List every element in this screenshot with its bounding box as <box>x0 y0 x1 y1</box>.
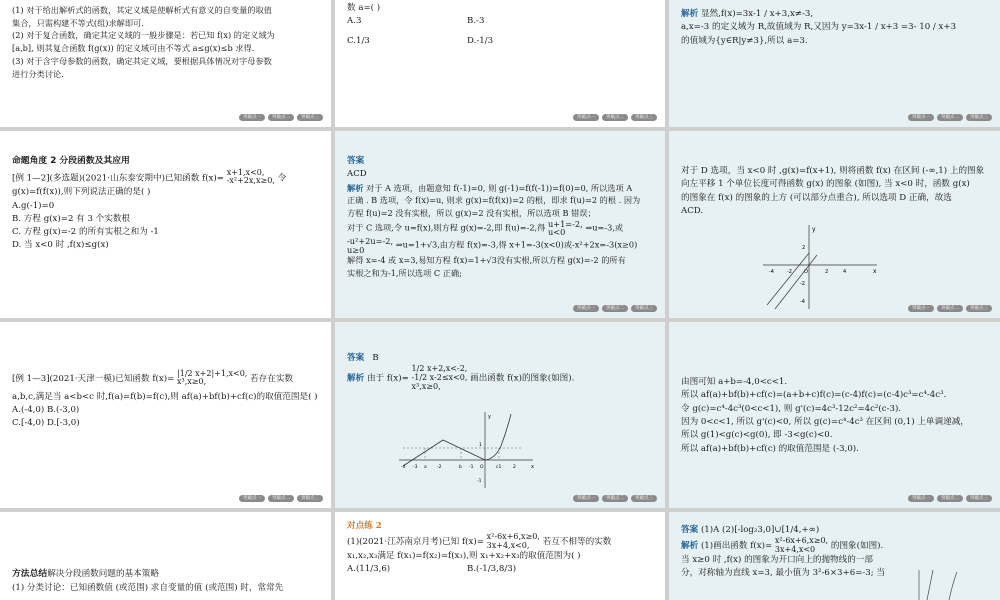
nav-button-3[interactable]: 突破点三 <box>631 305 657 312</box>
x-tick-label: -1 <box>469 465 474 470</box>
text-span: 若互不相等的实数 <box>542 537 612 548</box>
slide-nav <box>573 114 657 121</box>
option-row: A.(-4,0) B.(-3,0) <box>12 405 80 416</box>
answer-line <box>681 524 990 537</box>
problem-line: a,b,c,满足当 a<b<c 时,f(a)=f(b)=f(c),则 af(a)+bf(b)+cf(c)的取值范围是( ) <box>12 391 318 402</box>
option-row <box>347 15 655 28</box>
text-line: (2) 对于复合函数，确定其定义域的一般步骤是：若已知 f(x) 的定义域为 <box>12 30 275 41</box>
solution-text <box>347 352 655 392</box>
x-tick-label: 2 <box>513 465 516 470</box>
nav-button-3[interactable]: 突破点三 <box>297 114 323 121</box>
solution-line: 向左平移 1 个单位长度可得函数 g(x) 的图象 (如图), 当 x<0 时，函数 g(x) <box>681 179 970 190</box>
nav-button-2[interactable]: 突破点二 <box>602 495 628 502</box>
x-tick-label: O <box>804 269 808 275</box>
nav-button-2[interactable]: 突破点二 <box>602 114 628 121</box>
example-1-2 <box>12 155 321 253</box>
example-1-3 <box>12 370 321 431</box>
summary-heading <box>12 568 321 582</box>
nav-button-3[interactable]: 突破点三 <box>631 495 657 502</box>
piece-line: |1/2 x+2|+1,x<0, <box>177 369 248 378</box>
slide-panel-9 <box>669 322 1000 508</box>
solution-line: ACD. <box>681 205 704 216</box>
nav-button-1[interactable]: 突破点一 <box>239 114 265 121</box>
slide-panel-10 <box>0 512 331 600</box>
graph-line-f <box>767 253 809 305</box>
piecewise <box>548 220 583 237</box>
solution-line: 对于 D 选项，当 x<0 时 ,g(x)=f(x+1), 则将函数 f(x) 在区间 (-∞,1) 上的图象 <box>681 166 985 176</box>
text-span: ⇒u=-3,或 <box>585 222 624 233</box>
slide-nav <box>573 305 657 312</box>
solution-line <box>347 365 655 391</box>
piecewise <box>487 533 540 550</box>
y-tick-label: 2 <box>802 245 806 251</box>
nav-button-2[interactable]: 突破点二 <box>268 114 294 121</box>
x-tick-label: -3 <box>413 465 418 470</box>
text-span: ⇒u=1+√3,由方程 f(x)=-3,得 x+1=-3(x<0)或-x²+2x=-3(x≥0) <box>395 239 638 250</box>
heading-text: 解决分段函数问题的基本策略 <box>47 569 159 579</box>
text-span: 对于 A 选项，由题意知 f(-1)=0, 则 g(-1)=f(f(-1))=f(0)=0, 所以选项 A <box>366 182 633 193</box>
slide-nav <box>908 495 992 502</box>
text-span: 对于 C 选项,令 u=f(x),则方程 g(x)=-2,即 f(u)=-2,得 <box>347 222 546 233</box>
x-axis-label: x <box>873 268 877 275</box>
solution-line <box>347 237 655 254</box>
slide-panel-8 <box>335 322 665 508</box>
x-tick-label: O <box>480 465 484 470</box>
text-line: 进行分类讨论. <box>12 68 64 79</box>
solution-line: 所以 af(a)+bf(b)+cf(c)=(a+b+c)f(c)=(c-4)f(c)=(c-4)c³=c⁴-4c³. <box>681 390 947 401</box>
y-axis-label: y <box>812 226 816 233</box>
nav-button-2[interactable]: 突破点二 <box>937 114 963 121</box>
solution-line: 的图象在 f(x) 的图象的上方 (可以部分点重合), 所以选项 D 正确，故选 <box>681 192 952 203</box>
answer-label: 答案 <box>347 156 365 166</box>
slide-panel-4 <box>0 131 331 318</box>
piece-line: 1/2 x+2,x<-2, <box>411 364 468 374</box>
solution-line <box>347 220 655 237</box>
piecewise <box>177 370 247 387</box>
piecewise <box>347 237 393 254</box>
function-graph <box>397 410 537 490</box>
answer-value: B <box>372 353 379 363</box>
solution-line: 实根之和为-1,所以选项 C 正确; <box>347 267 462 278</box>
text-span: 的图象(如图). <box>830 541 884 552</box>
piece-line: x³,x≥0, <box>411 381 441 391</box>
text-span: 由于 f(x)= <box>366 374 409 385</box>
answer-label: 答案 <box>347 353 365 363</box>
solution-line: 方程 f(u)=2 没有实根，所以 g(x)=2 没有实根，所以选项 B 错误； <box>347 208 596 219</box>
option-d: D. 当 x<0 时 ,f(x)≤g(x) <box>12 240 109 251</box>
piece-line: -x²+2x,x≥0, <box>226 176 275 186</box>
piecewise <box>227 169 275 187</box>
text-span: (1)画出函数 f(x)= <box>700 541 773 552</box>
fraction: 10 / x+3 <box>919 22 957 33</box>
x-tick-label: -2 <box>787 269 792 275</box>
answer-value: ACD <box>347 169 367 180</box>
text-span: ,x≠-3, <box>787 9 814 19</box>
nav-button-3[interactable]: 突破点三 <box>631 114 657 121</box>
piece-line: x²-6x+6,x≥0, <box>774 536 829 546</box>
piece-line: a,x=-3 <box>681 22 710 33</box>
text-span: 若存在实数 <box>250 373 294 384</box>
problem-line <box>347 533 655 550</box>
piece-line: x³,x≥0, <box>177 377 207 387</box>
slide-panel-11 <box>335 512 665 600</box>
piece-line: u<0 <box>547 227 566 238</box>
y-tick-label: -2 <box>800 281 805 287</box>
piece-line: u+1=-2, <box>547 218 583 229</box>
piece-line: x+1,x<0, <box>226 167 265 177</box>
graph-line-g <box>775 255 817 309</box>
fraction: 3x-1 / x+3 <box>742 9 788 19</box>
question-line: 数 a=( ) <box>347 3 381 13</box>
text-span: 显然,f(x)= <box>700 9 743 19</box>
solution-text <box>681 376 990 456</box>
nav-button-3[interactable]: 突破点三 <box>966 495 992 502</box>
x-tick-label: 2 <box>825 269 829 275</box>
nav-button-1[interactable]: 突破点一 <box>908 495 934 502</box>
solution-line: 解得 x=-4 或 x=3,易知方程 f(x)=1+√3没有实根,所以方程 g(x)=-2 的所有 <box>347 255 626 266</box>
nav-button-2[interactable]: 突破点二 <box>268 495 294 502</box>
solution-line <box>681 21 990 34</box>
solution-line: 的值域为{y∈R|y≠3},所以 a=3. <box>681 35 808 46</box>
nav-button-2[interactable]: 突破点二 <box>937 305 963 312</box>
piecewise <box>412 365 468 391</box>
x-tick-label: -2 <box>437 465 442 470</box>
graph-curve <box>949 572 957 600</box>
answer-label: 答案 <box>681 525 699 535</box>
slide-panel-2 <box>335 0 665 127</box>
text-line: (1) 对于给出解析式的函数，其定义域是使解析式有意义的自变量的取值 <box>12 5 272 15</box>
piece-line: u≥0 <box>347 244 365 255</box>
slide-nav <box>573 495 657 502</box>
option-c: C. 方程 g(x)=-2 的所有实根之和为 -1 <box>12 227 159 238</box>
text-span: 的定义域为 R,故值域为 R,又因为 y= <box>712 22 854 33</box>
x-tick-label: a <box>424 465 427 470</box>
function-graph <box>761 223 881 313</box>
option-a: A.(11/3,6) <box>347 564 391 575</box>
problem-line <box>12 370 321 387</box>
x-axis-label: x <box>531 464 534 470</box>
option-b: B. 方程 g(x)=2 有 3 个实数根 <box>12 213 131 224</box>
method-summary <box>12 568 321 595</box>
solution-line: 令 g(c)=c⁴-4c³(0<c<1), 则 g'(c)=4c³-12c²=4c²(c-3). <box>681 403 902 414</box>
analysis-label: 解析 <box>347 374 365 385</box>
analysis-label: 解析 <box>681 541 699 552</box>
slide-panel-1 <box>0 0 331 127</box>
text-span: (1)(2021·江苏南京月考)已知 f(x)= <box>347 537 484 548</box>
nav-button-2[interactable]: 突破点二 <box>937 495 963 502</box>
option-a: A.3 <box>347 16 362 27</box>
x-tick-label: c1 <box>496 465 502 470</box>
nav-button-1[interactable]: 突破点一 <box>239 495 265 502</box>
y-tick-label: -4 <box>800 299 805 305</box>
y-tick-label: 1 <box>479 443 482 448</box>
text-span: [例 1—3](2021·天津一模)已知函数 f(x)= <box>12 373 175 384</box>
slide-nav <box>908 305 992 312</box>
piecewise <box>775 537 828 554</box>
analysis-label: 解析 <box>347 182 364 193</box>
answer-line <box>347 352 655 365</box>
solution-line <box>681 537 990 554</box>
graph-curve <box>927 570 933 600</box>
slide-nav <box>239 114 323 121</box>
answer-value: (1)A (2)[-log₂3,0]∪[1/4,+∞) <box>700 525 820 535</box>
nav-button-1[interactable]: 突破点一 <box>908 114 934 121</box>
nav-button-1[interactable]: 突破点一 <box>573 495 599 502</box>
summary-line: (1) 分类讨论：已知函数值 (或范围) 求自变量的值 (或范围) 时，常常先 <box>12 582 284 593</box>
slide-panel-5 <box>335 131 665 318</box>
slide-panel-7 <box>0 322 331 508</box>
solution-line: 当 x≥0 时 ,f(x) 的图象为开口向上的抛物线的一部 <box>681 555 874 566</box>
slide-panel-12 <box>669 512 1000 600</box>
text-span: 画出函数 f(x)的图象(如图). <box>470 374 575 385</box>
piece-line: x²-6x+6,x≥0, <box>486 532 540 542</box>
option-d: D.-1/3 <box>467 35 494 46</box>
nav-button-3[interactable]: 突破点三 <box>297 495 323 502</box>
slide-panel-3 <box>669 0 1000 127</box>
solution-text <box>347 155 655 280</box>
practice-problem <box>347 520 655 577</box>
text-line: (3) 对于含字母参数的函数，确定其定义域，要根据具体情况对字母参数 <box>12 55 272 66</box>
problem-line: g(x)=f(f(x)),则下列说法正确的是( ) <box>12 187 151 198</box>
text-span: 令 <box>277 172 287 183</box>
graph-piece-left <box>403 440 485 466</box>
piece-line: -u²+2u=-2, <box>347 235 394 246</box>
function-graph <box>905 568 965 600</box>
option-row: C.[-4,0) D.[-3,0) <box>12 418 80 429</box>
option-b: B.-3 <box>467 16 485 27</box>
x-tick-label: -4 <box>401 465 406 470</box>
analysis-label: 解析 <box>681 9 699 19</box>
y-axis-label: y <box>488 414 491 420</box>
solution-line: 正确 . B 选项，令 f(x)=u, 则求 g(x)=f(f(x))=2 的根，即求 f(u)=2 的根 . 因为 <box>347 195 641 206</box>
solution-line: 因为 0<c<1, 所以 g'(c)<0, 所以 g(c)=c⁴-4c³ 在区间 (0,1) 上单调递减， <box>681 416 969 427</box>
piece-line: 3x+4,x<0 <box>774 544 816 554</box>
text-line: 集合，只需构建不等式(组)求解即可. <box>12 17 144 28</box>
nav-button-1[interactable]: 突破点一 <box>573 114 599 121</box>
definition-domain-notes <box>12 4 321 80</box>
question-options <box>347 2 655 48</box>
graph-piece-cubic <box>485 414 511 460</box>
option-b: B.(-1/3,8/3) <box>467 564 517 575</box>
heading-text: 方法总结 <box>12 569 48 579</box>
nav-button-1[interactable]: 突破点一 <box>573 305 599 312</box>
x-tick-label: b <box>459 465 462 470</box>
slide-nav <box>239 495 323 502</box>
nav-button-2[interactable]: 突破点二 <box>602 305 628 312</box>
x-tick-label: 4 <box>843 269 847 275</box>
slide-nav <box>908 114 992 121</box>
y-tick-label: -1 <box>477 479 482 484</box>
solution-line: 由图可知 a+b=-4,0<c<1. <box>681 377 788 387</box>
x-tick-label: -4 <box>769 269 774 275</box>
piece-line: 3x+4,x<0, <box>486 540 530 550</box>
piece-line: -1/2 x-2≤x<0, <box>411 373 468 383</box>
text-line: [a,b], 则其复合函数 f(g(x)) 的定义域可由不等式 a≤g(x)≤b 求得. <box>12 43 255 54</box>
option-a: A.g(-1)=0 <box>12 200 55 211</box>
option-c: C.1/3 <box>347 35 370 46</box>
solution-line <box>347 182 655 195</box>
nav-button-1[interactable]: 突破点一 <box>908 305 934 312</box>
nav-button-3[interactable]: 突破点三 <box>966 114 992 121</box>
solution-line <box>681 8 990 21</box>
solution-line: 所以 g(1)<g(c)<g(0), 即 -3<g(c)<0. <box>681 430 833 441</box>
option-row <box>347 35 655 48</box>
solution-text <box>681 8 990 48</box>
text-span: [例 1—2](多选题)(2021·山东泰安期中)已知函数 f(x)= <box>12 172 224 183</box>
problem-line <box>12 169 321 187</box>
practice-heading: 对点练 2 <box>347 521 382 531</box>
fraction: 3x-1 / x+3 =3- <box>853 22 917 33</box>
option-row <box>347 563 655 576</box>
solution-line: 所以 af(a)+bf(b)+cf(c) 的取值范围是 (-3,0). <box>681 443 859 454</box>
solution-text <box>681 165 990 218</box>
nav-button-3[interactable]: 突破点三 <box>966 305 992 312</box>
section-heading: 命题角度 2 分段函数及其应用 <box>12 156 130 166</box>
slide-panel-6 <box>669 131 1000 318</box>
solution-line: 分，对称轴为直线 x=3, 最小值为 3²-6×3+6=-3; 当 <box>681 568 885 579</box>
problem-line: x₁,x₂,x₃满足 f(x₁)=f(x₂)=f(x₃),则 x₁+x₂+x₃的取值范围为( ) <box>347 551 581 562</box>
